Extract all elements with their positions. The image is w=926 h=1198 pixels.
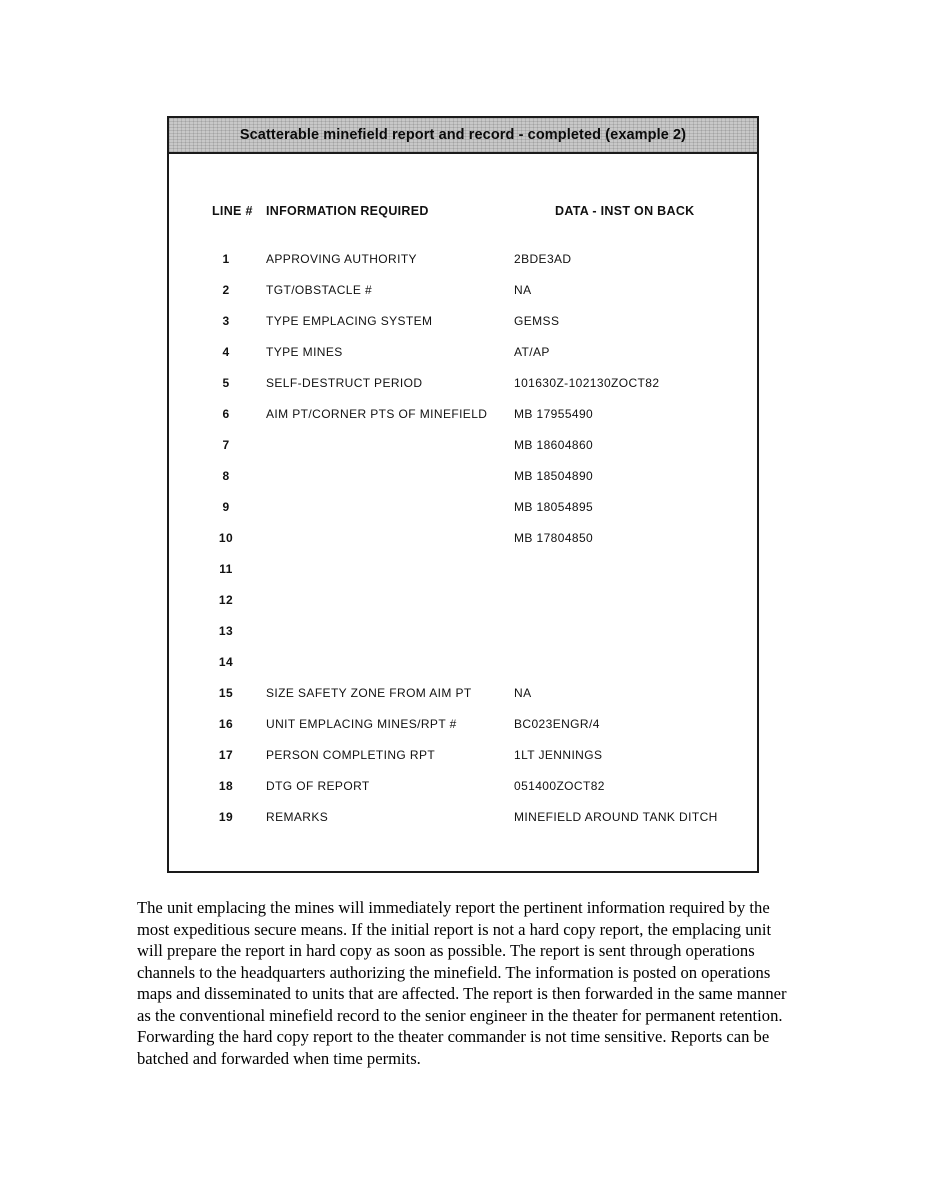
table-row [169, 500, 757, 531]
info-cell: TYPE EMPLACING SYSTEM [266, 314, 433, 328]
body-paragraph: The unit emplacing the mines will immediately report the pertinent information required by the most expeditious secure means. If the initial report is not a hard copy report, the emplacing unit will prepare the report in hard copy as soon as possible. The report is sent through operations channels to the headquarters authorizing the minefield. The information is posted on operations maps and disseminated to units that are affected. The report is then forwarded in the same manner as the conventional minefield record to the senior engineer in the theater for permanent retention. Forwarding the hard copy report to the theater commander is not time sensitive. Reports can be batched and forwarded when time permits. [137, 898, 787, 1068]
info-cell: TGT/OBSTACLE # [266, 283, 373, 297]
line-number: 3 [222, 314, 230, 328]
table-row [169, 686, 757, 717]
data-cell: MB 18604860 [514, 438, 594, 452]
table-row [169, 655, 757, 686]
info-cell: AIM PT/CORNER PTS OF MINEFIELD [266, 407, 488, 421]
line-number: 11 [219, 562, 233, 576]
column-header-line: LINE # [212, 204, 253, 218]
data-cell: MB 18054895 [514, 500, 594, 514]
data-cell: BC023ENGR/4 [514, 717, 600, 731]
data-cell: GEMSS [514, 314, 560, 328]
table-row [169, 345, 757, 376]
table-row [169, 376, 757, 407]
line-number: 12 [218, 593, 234, 607]
column-header-info: INFORMATION REQUIRED [266, 204, 429, 218]
info-cell: DTG OF REPORT [266, 779, 370, 793]
table-row [169, 748, 757, 779]
table-row [169, 469, 757, 500]
data-cell: MB 18504890 [514, 469, 594, 483]
table-body [169, 252, 757, 841]
data-cell: 051400ZOCT82 [514, 779, 605, 793]
line-number: 14 [218, 655, 234, 669]
info-cell: UNIT EMPLACING MINES/RPT # [266, 717, 457, 731]
figure-title: Scatterable minefield report and record - completed (example 2) [169, 118, 757, 154]
data-cell: NA [514, 283, 532, 297]
table-row [169, 407, 757, 438]
info-cell: SELF-DESTRUCT PERIOD [266, 376, 423, 390]
line-number: 18 [218, 779, 234, 793]
line-number: 10 [218, 531, 234, 545]
data-cell: MB 17955490 [514, 407, 594, 421]
data-cell: AT/AP [514, 345, 550, 359]
table-row [169, 717, 757, 748]
data-cell: 1LT JENNINGS [514, 748, 603, 762]
data-cell: 2BDE3AD [514, 252, 572, 266]
line-number: 16 [218, 717, 234, 731]
table-row [169, 283, 757, 314]
minefield-report-figure [167, 116, 759, 873]
table-row [169, 562, 757, 593]
table-row [169, 438, 757, 469]
data-cell: NA [514, 686, 532, 700]
info-cell: REMARKS [266, 810, 329, 824]
column-header-data: DATA - INST ON BACK [555, 204, 695, 218]
table-row [169, 624, 757, 655]
line-number: 5 [222, 376, 230, 390]
line-number: 19 [218, 810, 234, 824]
table-row [169, 531, 757, 562]
info-cell: PERSON COMPLETING RPT [266, 748, 436, 762]
info-cell: SIZE SAFETY ZONE FROM AIM PT [266, 686, 472, 700]
line-number: 9 [222, 500, 230, 514]
table-row [169, 779, 757, 810]
info-cell: TYPE MINES [266, 345, 343, 359]
table-row [169, 252, 757, 283]
info-cell: APPROVING AUTHORITY [266, 252, 417, 266]
line-number: 1 [222, 252, 230, 266]
data-cell: MB 17804850 [514, 531, 594, 545]
line-number: 6 [222, 407, 230, 421]
table-row [169, 810, 757, 841]
table-row [169, 314, 757, 345]
line-number: 4 [222, 345, 230, 359]
line-number: 15 [218, 686, 234, 700]
table-row [169, 593, 757, 624]
data-cell: MINEFIELD AROUND TANK DITCH [514, 810, 718, 824]
data-cell: 101630Z-102130ZOCT82 [514, 376, 660, 390]
line-number: 2 [222, 283, 230, 297]
line-number: 17 [218, 748, 234, 762]
line-number: 7 [222, 438, 230, 452]
line-number: 13 [218, 624, 234, 638]
line-number: 8 [222, 469, 230, 483]
